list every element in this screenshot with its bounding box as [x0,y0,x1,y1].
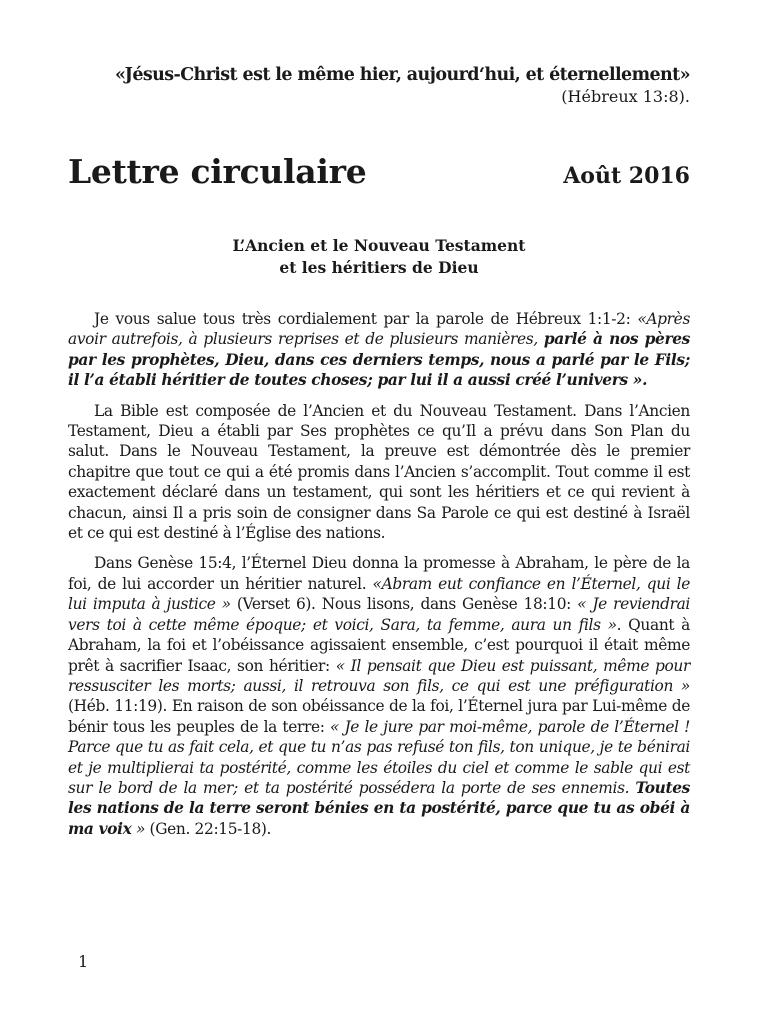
p1-italic-1: «Après avoir autrefois, à plusieurs reprises et de plusieurs manières, [68,310,690,349]
paragraph-3 [68,553,690,839]
title-row [68,152,690,191]
p3-text-2: (Verset 6). Nous lisons, dans Genèse 18:10: [230,595,578,614]
p3-italic-4: « Je le jure par moi-même, parole de l’Éternel ! Parce que tu as fait cela, et que tu n’as pas refusé ton fils, ton unique, je te bénirai et je multiplierai ta postérité, comme les étoiles du ciel et comme le sable qui est sur le bord de la mer; et ta postérité possédera la porte de ses ennemis. [68,717,690,797]
p3-italic-5: » [131,819,146,838]
p3-text-1: Dans Genèse 15:4, l’Éternel Dieu donna la promesse à Abraham, le père de la foi, de lui accorder un héritier naturel. [68,554,690,593]
epigraph-reference: (Hébreux 13:8). [561,87,690,106]
p3-text-4: (Héb. 11:19). En raison de son obéissance de la foi, l’Éternel jura par Lui-même de bénir tous les peuples de la terre: [68,697,690,736]
page-title: Lettre circulaire [68,152,367,191]
p3-text-3: . Quant à Abraham, la foi et l’obéissance agissaient ensemble, c’est pourquoi il était même prêt à sacrifier Isaac, son héritier: [68,615,690,675]
epigraph [68,64,690,108]
letter-body [68,309,690,839]
p3-text-5: (Gen. 22:15-18). [145,819,272,838]
subtitle [68,235,690,279]
p3-italic-1: «Abram eut confiance en l’Éternel, qui le lui imputa à justice » [68,574,690,614]
letter-date: Août 2016 [563,163,690,189]
page-number: 1 [78,952,89,971]
document-page [68,64,690,849]
p1-bold-1: parlé à nos pères par les prophètes, Dieu, dans ces derniers temps, nous a parlé par le Fils; il l’a établi héritier de toutes choses; par lui il a aussi créé l’univers ». [68,330,690,390]
p1-text-1: Je vous salue tous très cordialement par la parole de Hébreux 1:1-2: [94,310,638,328]
subtitle-line-2: et les héritiers de Dieu [279,258,479,277]
p3-italic-2: « Je reviendrai vers toi à cette même époque; et voici, Sara, ta femme, aura un fils » [68,595,691,634]
p3-italic-3: « Il pensait que Dieu est puissant, même pour ressusciter les morts; aussi, il retrouva son fils, ce qui est une préfiguration » [68,656,690,695]
paragraph-2 [68,401,690,544]
p3-bold-1: Toutes les nations de la terre seront bénies en ta postérité, parce que tu as obéi à ma voix [68,778,690,838]
p2-text-1: La Bible est composée de l’Ancien et du Nouveau Testament. Dans l’Ancien Testament, Dieu a établi par Ses prophètes ce qu’Il a prévu dans Son Plan du salut. Dans le Nouveau Testament, la preuve est démontrée dès le premier chapitre que tout ce qui a été promis dans l’Ancien s’accomplit. Tout comme il est exactement déclaré dans un testament, qui sont les héritiers et ce qui revient à chacun, ainsi Il a pris soin de consigner dans Sa Parole ce qui est destiné à Israël et ce qui est destiné à l’Église des nations. [68,401,690,543]
subtitle-line-1: L’Ancien et le Nouveau Testament [232,236,526,255]
epigraph-quote: «Jésus-Christ est le même hier, aujourd‘hui, et éternellement» [114,65,690,85]
paragraph-1 [68,309,690,391]
